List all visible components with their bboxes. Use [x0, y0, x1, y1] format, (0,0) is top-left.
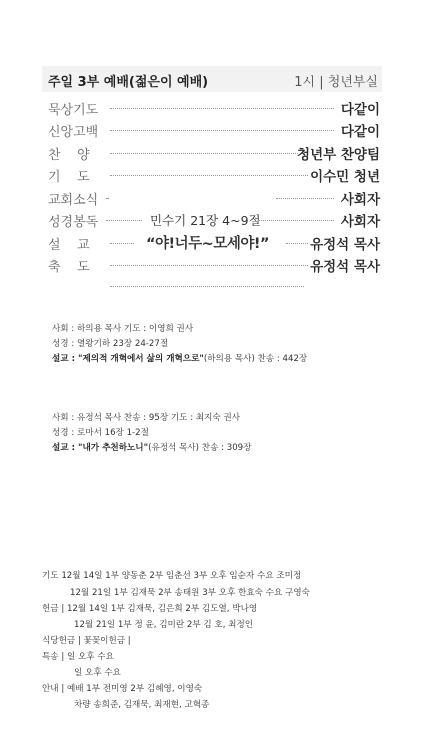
order-row — [48, 187, 380, 209]
service-header — [42, 66, 382, 92]
dotted-leader — [110, 153, 298, 154]
order-row — [48, 209, 380, 231]
next-service-line: 성경 : 열왕기하 23장 24-27절 — [52, 339, 169, 349]
order-row — [48, 97, 380, 119]
next-sermon-rest: (유정석 목사) 찬송 : 309장 — [148, 443, 252, 453]
next-sermon-title: 설교 : "제의적 개혁에서 삶의 개혁으로" — [52, 354, 204, 364]
next-sermon-title: 설교 : "내가 추천하노니" — [52, 443, 149, 453]
dotted-leader — [110, 108, 334, 109]
order-label: 성경봉독 — [48, 215, 99, 230]
next-service-line — [52, 352, 307, 367]
duty-line: 기도 12월 14일 1부 양동춘 2부 임춘선 3부 오후 임순자 수요 조미정 — [42, 571, 302, 581]
duty-line: 차량 송희준, 김재묵, 최재현, 고혁종 — [74, 700, 210, 710]
order-leader: 유정석 목사 — [310, 237, 380, 253]
dotted-leader — [110, 243, 134, 244]
dotted-leader — [258, 220, 334, 221]
order-leader: 다같이 — [340, 102, 380, 118]
order-label: 기 도 — [48, 170, 90, 185]
next-service-info — [52, 322, 307, 367]
dotted-leader — [110, 130, 334, 131]
scripture-reading: 민수기 21장 4~9절 — [150, 213, 261, 228]
order-label: 찬 양 — [48, 148, 90, 163]
order-label: 묵상기도 — [48, 103, 99, 118]
order-label: 신앙고백 — [48, 125, 99, 140]
order-row — [48, 254, 380, 276]
duty-line: 12월 21일 1부 정 윤, 김미란 2부 김 호, 최정인 — [74, 620, 254, 630]
duty-line: 안내 | 예배 1부 전미영 2부 김혜영, 이영숙 — [42, 684, 203, 694]
dotted-leader — [110, 175, 308, 176]
dotted-leader — [286, 243, 308, 244]
next-service-line: 성경 : 로마서 16장 1-2절 — [52, 428, 149, 438]
next-sermon-rest: (하의용 목사) 찬송 : 442장 — [203, 354, 308, 364]
duty-line: 헌금 | 12월 14일 1부 김재묵, 김은희 2부 김도열, 박나영 — [42, 604, 258, 614]
order-leader: 사회자 — [340, 214, 380, 230]
dotted-leader — [106, 220, 142, 221]
closing-line — [48, 280, 380, 292]
order-leader: 이수민 청년 — [310, 169, 380, 185]
order-label: 설 교 — [48, 238, 90, 253]
service-time-place: 1시 | 청년부실 — [294, 75, 378, 90]
dotted-leader — [110, 265, 308, 266]
dotted-leader — [106, 198, 108, 199]
order-label: 교회소식 — [48, 193, 99, 208]
next-service-line: 사회 : 유정석 목사 찬송 : 95장 기도 : 최지숙 권사 — [52, 413, 241, 423]
order-row — [48, 232, 380, 254]
order-row — [48, 164, 380, 186]
next-service-info — [52, 411, 251, 456]
duty-line: 식당헌금 | 꽃꽂이헌금 | — [42, 636, 131, 646]
dotted-leader — [110, 286, 304, 287]
order-leader: 사회자 — [340, 192, 380, 208]
duty-line: 일 오후 수요 — [74, 668, 121, 678]
service-title: 주일 3부 예배(젊은이 예배) — [48, 75, 209, 90]
order-row — [48, 119, 380, 141]
next-service-line: 사회 : 하의용 목사 기도 : 이영희 권사 — [52, 324, 194, 334]
order-leader: 다같이 — [340, 124, 380, 140]
duty-line: 12월 21일 1부 김재묵 2부 송태원 3부 오후 한효숙 수요 구영숙 — [70, 588, 310, 598]
dotted-leader — [276, 198, 334, 199]
order-row — [48, 142, 380, 164]
next-service-line — [52, 441, 251, 456]
order-leader: 유정석 목사 — [310, 259, 380, 275]
duty-line: 특송 | 일 오후 수요 — [42, 652, 114, 662]
sermon-title: “야!너두~모세야!” — [146, 236, 269, 252]
order-leader: 청년부 찬양팀 — [297, 147, 380, 163]
order-label: 축 도 — [48, 260, 90, 275]
